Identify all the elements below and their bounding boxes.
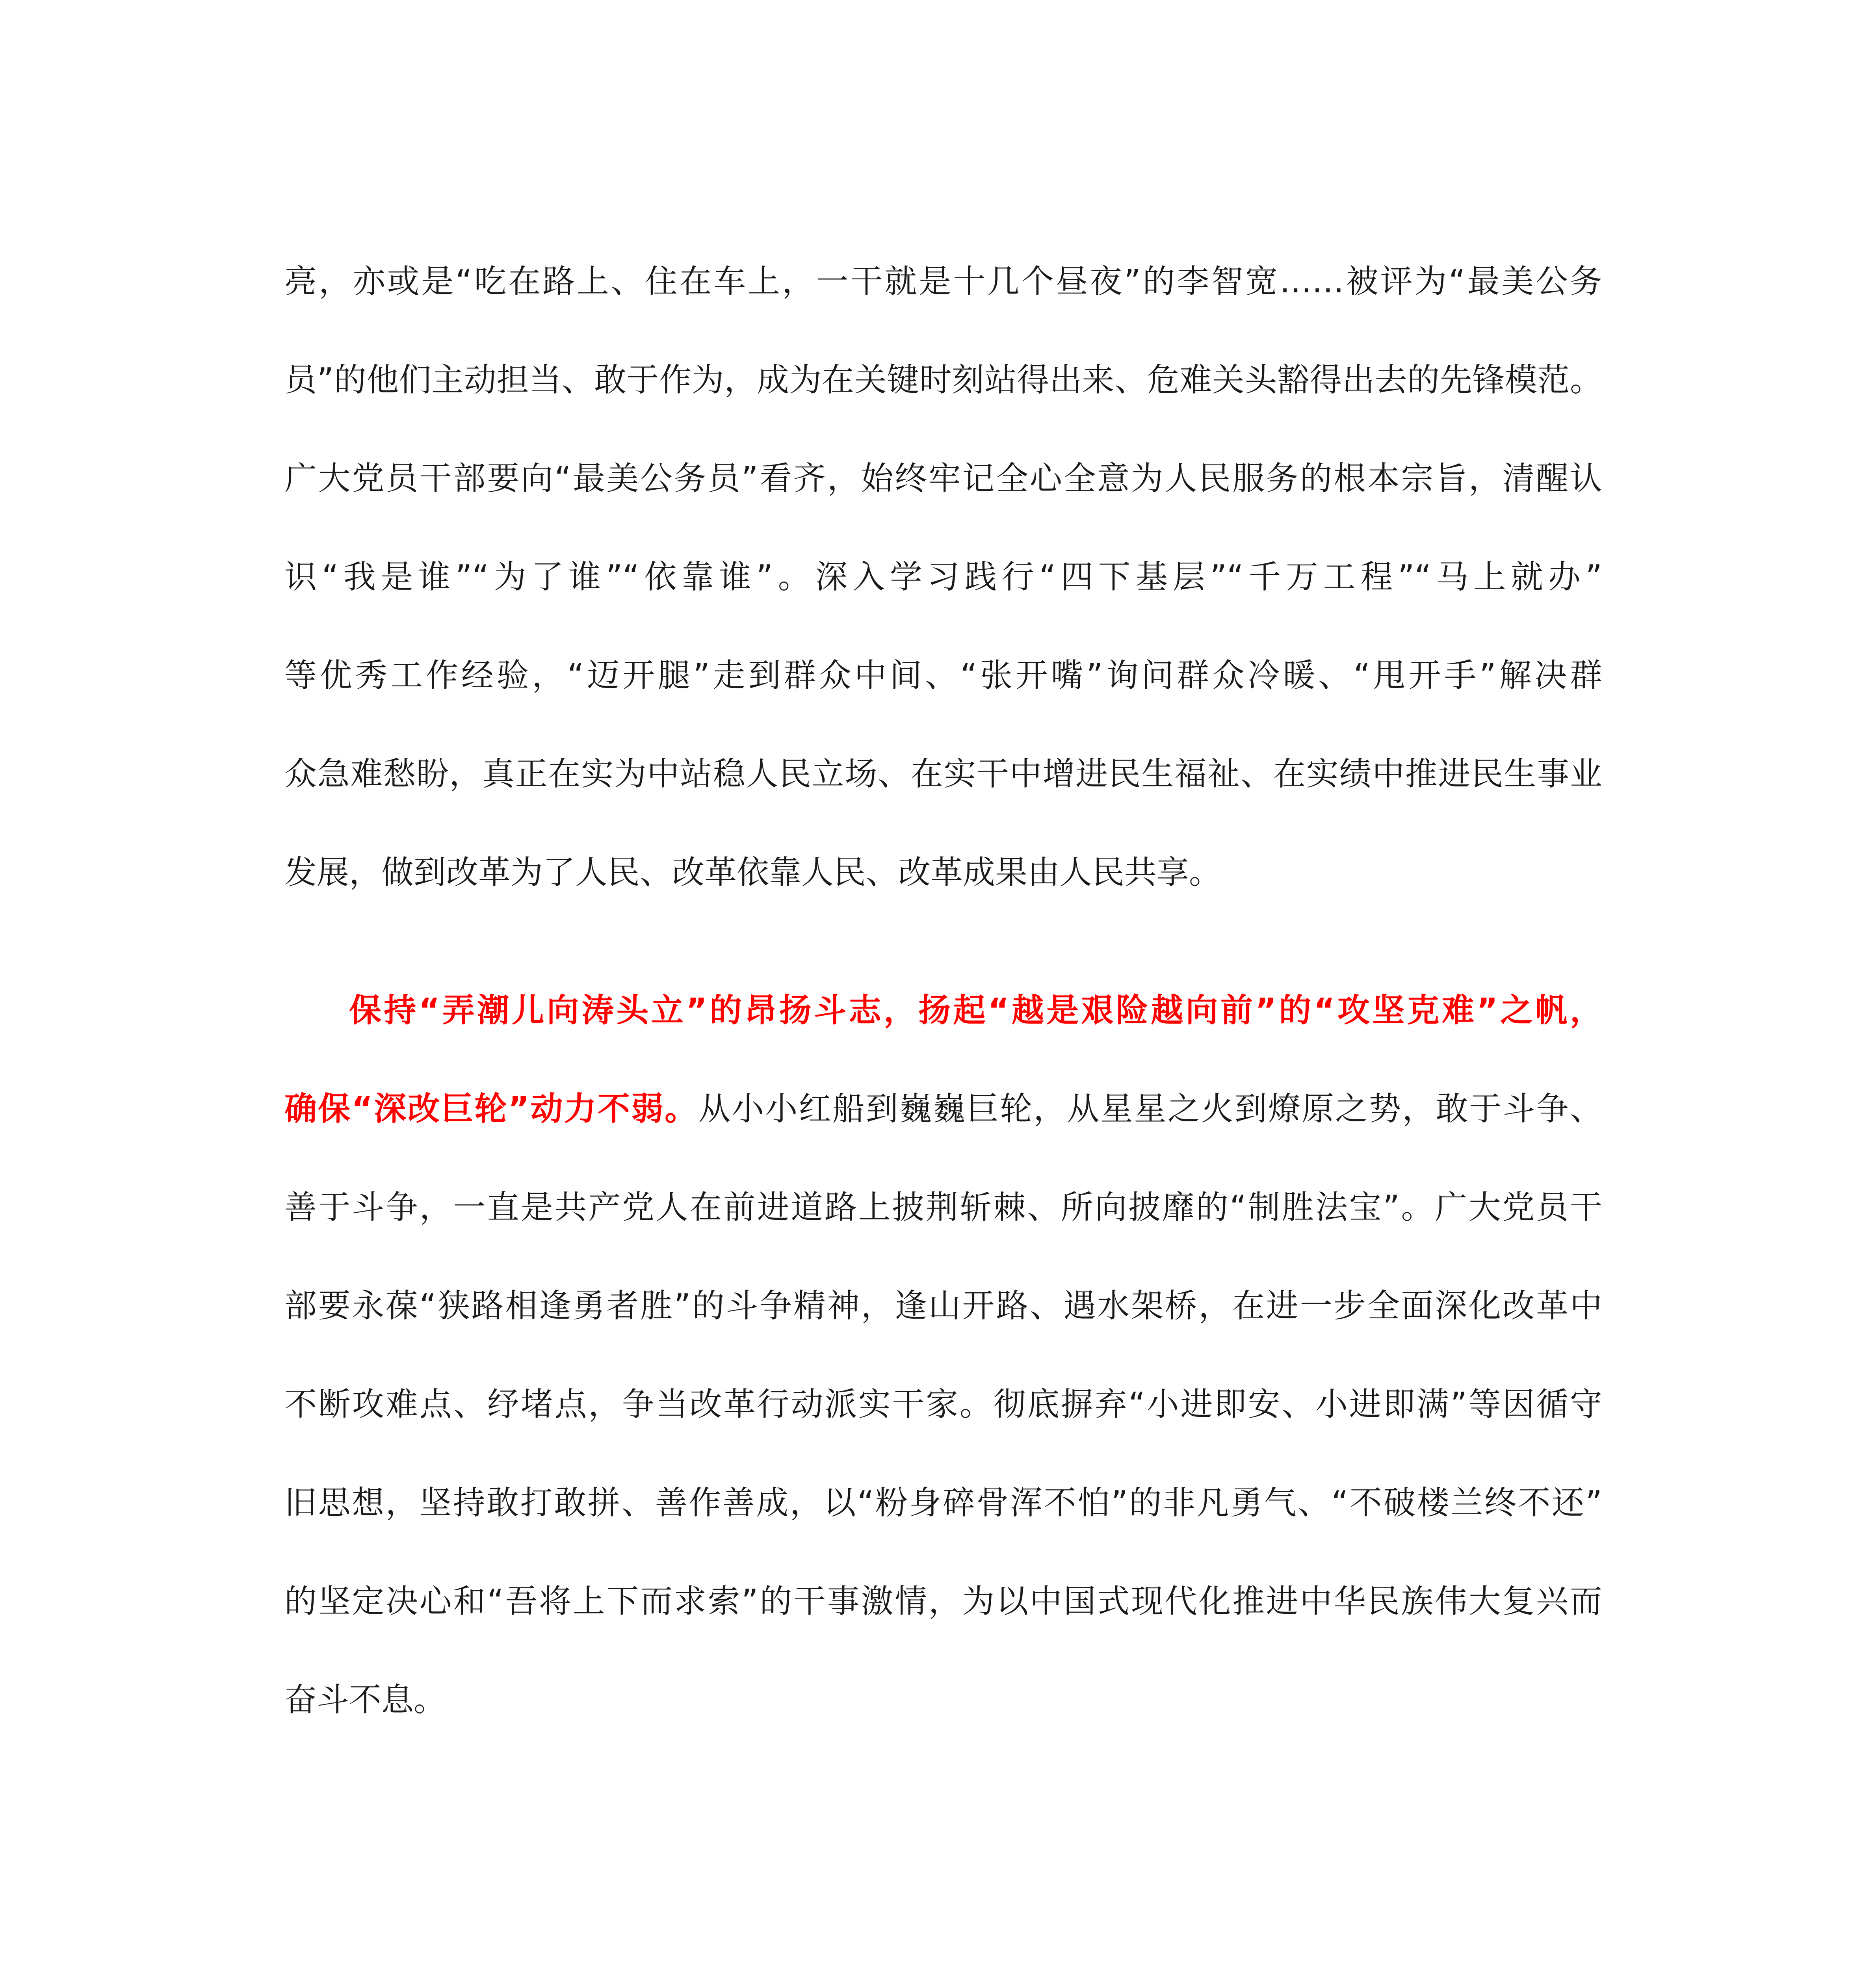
paragraph-2-line: 不断攻难点、纾堵点，争当改革行动派实干家。彻底摒弃“小进即安、小进即满”等因循守 bbox=[284, 1386, 1602, 1423]
paragraph-1-line: 众急难愁盼，真正在实为中站稳人民立场、在实干中增进民生福祉、在实绩中推进民生事业 bbox=[284, 755, 1602, 793]
paragraph-2-line bbox=[284, 1060, 1602, 1158]
paragraph-2-heading-end: 确保“深改巨轮”动力不弱。 bbox=[284, 1090, 698, 1128]
paragraph-1-line: 员”的他们主动担当、敢于作为，成为在关键时刻站得出来、危难关头豁得出去的先锋模范。 bbox=[284, 361, 1602, 399]
paragraph-1-line: 亮，亦或是“吃在路上、住在车上，一干就是十几个昼夜”的李智宽……被评为“最美公务 bbox=[284, 263, 1602, 300]
paragraph-1-line: 发展，做到改革为了人民、改革依靠人民、改革成果由人民共享。 bbox=[284, 854, 1222, 891]
paragraph-1-line: 广大党员干部要向“最美公务员”看齐，始终牢记全心全意为人民服务的根本宗旨，清醒认 bbox=[284, 460, 1602, 497]
paragraph-2-line: 旧思想，坚持敢打敢拼、善作善成，以“粉身碎骨浑不怕”的非凡勇气、“不破楼兰终不还” bbox=[284, 1484, 1602, 1522]
paragraph-2-line-rest: 从小小红船到巍巍巨轮，从星星之火到燎原之势，敢于斗争、 bbox=[698, 1090, 1602, 1128]
paragraph-2-heading: 保持“弄潮儿向涛头立”的昂扬斗志，扬起“越是艰险越向前”的“攻坚克难”之帆， bbox=[349, 992, 1602, 1029]
paragraph-1-line: 等优秀工作经验，“迈开腿”走到群众中间、“张开嘴”询问群众冷暖、“甩开手”解决群 bbox=[284, 657, 1602, 694]
paragraph-2-line: 部要永葆“狭路相逢勇者胜”的斗争精神，逢山开路、遇水架桥，在进一步全面深化改革中 bbox=[284, 1287, 1602, 1325]
paragraph-2 bbox=[284, 961, 1602, 1749]
paragraph-1 bbox=[284, 232, 1602, 922]
paragraph-2-line: 的坚定决心和“吾将上下而求索”的干事激情，为以中国式现代化推进中华民族伟大复兴而 bbox=[284, 1583, 1602, 1620]
paragraph-1-line: 识“我是谁”“为了谁”“依靠谁”。深入学习践行“四下基层”“千万工程”“马上就办” bbox=[284, 558, 1602, 596]
paragraph-2-line: 奋斗不息。 bbox=[284, 1681, 446, 1719]
paragraph-2-line: 善于斗争，一直是共产党人在前进道路上披荆斩棘、所向披靡的“制胜法宝”。广大党员干 bbox=[284, 1189, 1602, 1226]
